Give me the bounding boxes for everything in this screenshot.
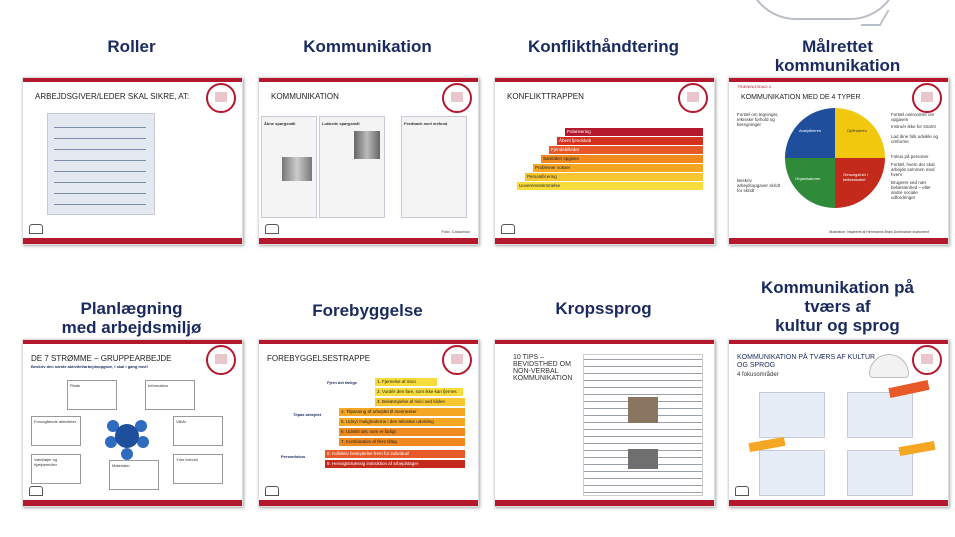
slide-bottom-bar	[23, 500, 242, 506]
crown-icon	[735, 486, 749, 496]
column-feedback	[401, 116, 467, 218]
crown-icon	[265, 224, 279, 234]
title-konflikthaandtering: Konflikthåndtering	[527, 37, 680, 56]
group-box: Værktøjer og hjælpemidler	[31, 454, 81, 484]
side-text: Fortæl overordnet om opgaven	[891, 112, 935, 122]
prevention-step: 1. Fjernelse af risici	[375, 378, 437, 386]
quadrant-label: Opfinderen	[847, 128, 867, 133]
logo-badge-icon	[912, 345, 942, 375]
column-label: Feedback med mefund	[404, 121, 448, 126]
elevator-image	[354, 131, 380, 159]
slide-top-bar	[259, 78, 478, 82]
side-text: Fokus på personer	[891, 154, 929, 159]
prevention-step: 8. Kollektiv beskyttelse frem for individuel	[325, 450, 465, 458]
slide-10-tips[interactable]	[494, 339, 715, 507]
stair-step: Fjendebilleder	[549, 146, 703, 154]
title-line: med arbejdsmiljø	[61, 318, 202, 337]
slide-top-bar	[495, 340, 714, 344]
side-text: Brugerer ved nær befæstenhed – eller andre sociale udfordringer	[891, 180, 931, 200]
side-text: Lad dine folk udvikle og omforme	[891, 134, 939, 144]
title-kultur	[728, 278, 947, 335]
logo-badge-icon	[912, 83, 942, 113]
title-maalrettet	[728, 37, 947, 75]
slide-bottom-bar	[495, 500, 714, 506]
slide-bottom-bar	[495, 238, 714, 244]
prevention-step: 3. Bekæmpelse af risici ved kilden	[375, 398, 465, 406]
crown-icon	[29, 224, 43, 234]
quadrant-label: Omsorgsfuld i fællesskabet	[843, 172, 868, 182]
slide-heading: KOMMUNIKATION MED DE 4 TYPER	[741, 94, 861, 101]
crown-icon	[501, 224, 515, 234]
bullet-lines	[54, 122, 146, 207]
title-line: Planlægning	[80, 299, 183, 318]
slide-top-bar	[729, 340, 948, 344]
crown-icon	[29, 486, 43, 496]
slide-heading: FOREBYGGELSESTRAPPE	[267, 354, 371, 363]
hub-diagram	[115, 424, 139, 448]
slide-bottom-bar	[259, 500, 478, 506]
slide-roller[interactable]	[22, 77, 243, 245]
side-text: Instruér ikke for stramt	[891, 124, 936, 129]
quadrant-organizer	[785, 158, 835, 208]
level-label: Tilpas arbejdet	[293, 412, 322, 417]
slide-fire-typer[interactable]	[728, 77, 949, 245]
slide-kommunikation[interactable]	[258, 77, 479, 245]
focus-area	[759, 450, 825, 496]
title-line: kommunikation	[774, 56, 901, 75]
column-open	[261, 116, 317, 218]
tips-photo	[628, 449, 658, 469]
quadrant-circle	[785, 108, 885, 208]
title-kropssprog: Kropssprog	[555, 299, 652, 318]
side-text: Fortæl, hvem der skal arbejde sammen med hvem	[891, 162, 935, 177]
logo-badge-icon	[442, 83, 472, 113]
quadrant-label: Analytikeren	[799, 128, 822, 133]
prevention-step: 4. Tilpasning af arbejdet til mennesker	[339, 408, 465, 416]
slide-heading: 10 TIPS – BEVIDSTHED OM NON-VERBAL KOMMUNIKATION	[513, 354, 573, 382]
stair-step: Personificering	[525, 173, 703, 181]
group-box: Information	[145, 380, 195, 410]
slide-bottom-bar	[23, 238, 242, 244]
title-forebyggelse: Forebyggelse	[312, 301, 423, 320]
side-text: Beskriv arbejdsopgaver skridt for skridt	[737, 178, 781, 193]
slide-heading: ARBEJDSGIVER/LEDER SKAL SIKRE, AT:	[35, 92, 190, 101]
prevention-step: 9. Hensigtsmæssig instruktion af arbejdstager	[325, 460, 465, 468]
title-line: Kommunikation på	[760, 278, 914, 297]
column-label: Lukkede spørgsmål	[322, 121, 360, 126]
slide-subheading: Beskriv den næste aktivitet/arbejdsopgave, I skal i gang med!	[31, 364, 148, 369]
slide-forebyggelse[interactable]	[258, 339, 479, 507]
content-box	[47, 113, 155, 215]
title-kommunikation: Kommunikation	[303, 37, 432, 56]
title-line: Målrettet	[802, 37, 873, 56]
slide-bottom-bar	[729, 500, 948, 506]
quadrant-creative	[835, 108, 885, 158]
title-planlaegning	[22, 299, 241, 337]
slide-heading: KONFLIKTTRAPPEN	[507, 92, 584, 101]
logo-badge-icon	[442, 345, 472, 375]
quadrant-social	[835, 158, 885, 208]
focus-area	[759, 392, 825, 438]
stair-step: Åbent fjendskab	[557, 137, 703, 145]
slide-kultur-sprog[interactable]	[728, 339, 949, 507]
group-box: Forudgående aktiviteter	[31, 416, 81, 446]
slide-tag: TRÆNINGSDAG 4	[737, 84, 772, 89]
tips-photo	[628, 397, 658, 423]
column-label: Åbne spørgsmål	[264, 121, 296, 126]
group-box: Vilkår	[173, 416, 223, 446]
slide-top-bar	[23, 340, 242, 344]
prevention-step: 7. Kombination af flere tiltag	[339, 438, 465, 446]
focus-area	[847, 392, 913, 438]
title-roller: Roller	[107, 37, 156, 56]
crown-icon	[265, 486, 279, 496]
group-box: Materialer	[109, 460, 159, 490]
focus-tag	[898, 441, 935, 456]
tips-document	[583, 354, 703, 496]
side-text: Fortæl om tegninger, tekniske forhold og beregninger	[737, 112, 779, 127]
slide-heading: KOMMUNIKATION	[271, 92, 339, 101]
title-line: tværs af	[804, 297, 871, 316]
stair-step: Uoverensstemmelse	[517, 182, 703, 190]
title-line: kultur og sprog	[775, 316, 900, 335]
logo-badge-icon	[678, 83, 708, 113]
illustration-credit: Illustration: Inspireret af Herrmanns Brain Dominance Instrument	[829, 230, 929, 234]
level-label: Fjern det farlige	[327, 380, 358, 385]
logo-badge-icon	[206, 83, 236, 113]
logo-badge-icon	[206, 345, 236, 375]
column-closed	[319, 116, 385, 218]
quadrant-analytic	[785, 108, 835, 158]
slide-konflikttrappen[interactable]	[494, 77, 715, 245]
focus-area	[847, 450, 913, 496]
stair-step: Polarisering	[565, 128, 703, 136]
stair-step: Problemer vokser	[533, 164, 703, 172]
slide-heading: KOMMUNIKATION PÅ TVÆRS AF KULTUR OG SPROG	[737, 354, 876, 369]
level-label: Personfokus	[281, 454, 306, 459]
group-box: Ydre forhold	[173, 454, 223, 484]
slide-bottom-bar	[259, 238, 478, 244]
slide-top-bar	[259, 340, 478, 344]
photo-credit: Foto: Colourbox	[441, 229, 470, 234]
prevention-step: 5. Udnyt mulighederne i den tekniske udvikling	[339, 418, 465, 426]
slide-bottom-bar	[729, 238, 948, 244]
slide-heading: DE 7 STRØMME – GRUPPEARBEJDE	[31, 354, 172, 363]
slide-7-stroemme[interactable]	[22, 339, 243, 507]
prevention-step: 2. Vurdér den fare, som ikke kan fjernes	[375, 388, 463, 396]
stair-step: Samtalen opgives	[541, 155, 703, 163]
slide-top-bar	[495, 78, 714, 82]
group-box: Plads	[67, 380, 117, 410]
elevator-image	[282, 157, 312, 181]
quadrant-label: Organisatoren	[795, 176, 821, 181]
slide-top-bar	[729, 78, 948, 82]
prevention-step: 6. Udskift det, som er farligt	[339, 428, 465, 436]
slide-top-bar	[23, 78, 242, 82]
slide-subheading: 4 fokusområder	[737, 372, 779, 378]
